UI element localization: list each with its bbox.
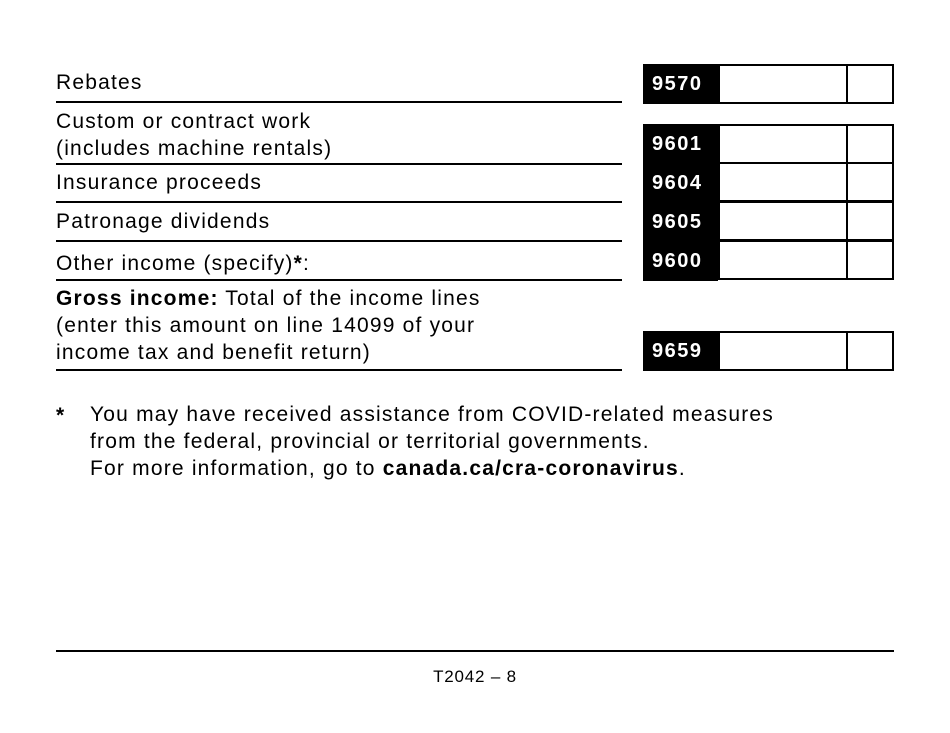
rebates-label: Rebates	[56, 71, 143, 94]
cents-field[interactable]	[848, 203, 892, 239]
patronage-dividends-label: Patronage dividends	[56, 210, 271, 233]
footnote-text: You may have received assistance from COVID-related measures from the federal, provincial or territorial governments. For more information, go to canada.ca/cra-coronavirus.	[90, 403, 774, 480]
dollars-field[interactable]	[720, 333, 848, 369]
row-divider	[56, 101, 622, 103]
footnote-marker: *	[56, 404, 66, 427]
cents-field[interactable]	[848, 66, 892, 102]
custom-work-label: Custom or contract work (includes machine rentals)	[56, 110, 333, 160]
cra-coronavirus-link[interactable]: canada.ca/cra-coronavirus	[382, 457, 679, 480]
dollars-field[interactable]	[720, 126, 848, 162]
row-divider	[56, 163, 622, 165]
dollars-field[interactable]	[720, 66, 848, 102]
amount-field-9604[interactable]	[718, 162, 894, 202]
amount-field-9605[interactable]	[718, 201, 894, 241]
cents-field[interactable]	[848, 126, 892, 162]
page-number: T2042 – 8	[433, 667, 517, 686]
footer-divider	[56, 650, 894, 652]
row-divider	[56, 369, 622, 371]
line-code-9600: 9600	[643, 241, 718, 281]
other-income-label: Other income (specify)*:	[56, 252, 311, 275]
amount-field-9659[interactable]	[718, 331, 894, 371]
footnote-marker: *	[293, 252, 304, 275]
amount-field-9600[interactable]	[718, 240, 894, 280]
row-divider	[56, 240, 622, 242]
dollars-field[interactable]	[720, 164, 848, 200]
dollars-field[interactable]	[720, 203, 848, 239]
gross-income-label: Gross income: Total of the income lines (enter this amount on line 14099 of your income tax and benefit return)	[56, 287, 481, 364]
line-code-9659: 9659	[643, 331, 718, 371]
line-code-9604: 9604	[643, 163, 718, 203]
line-code-9570: 9570	[643, 64, 718, 104]
line-code-9601: 9601	[643, 124, 718, 164]
cents-field[interactable]	[848, 164, 892, 200]
insurance-proceeds-label: Insurance proceeds	[56, 171, 263, 194]
amount-field-9570[interactable]	[718, 64, 894, 104]
row-divider	[56, 201, 622, 203]
line-code-9605: 9605	[643, 202, 718, 242]
row-divider	[56, 279, 622, 281]
dollars-field[interactable]	[720, 242, 848, 278]
cents-field[interactable]	[848, 242, 892, 278]
amount-field-9601[interactable]	[718, 124, 894, 164]
cents-field[interactable]	[848, 333, 892, 369]
